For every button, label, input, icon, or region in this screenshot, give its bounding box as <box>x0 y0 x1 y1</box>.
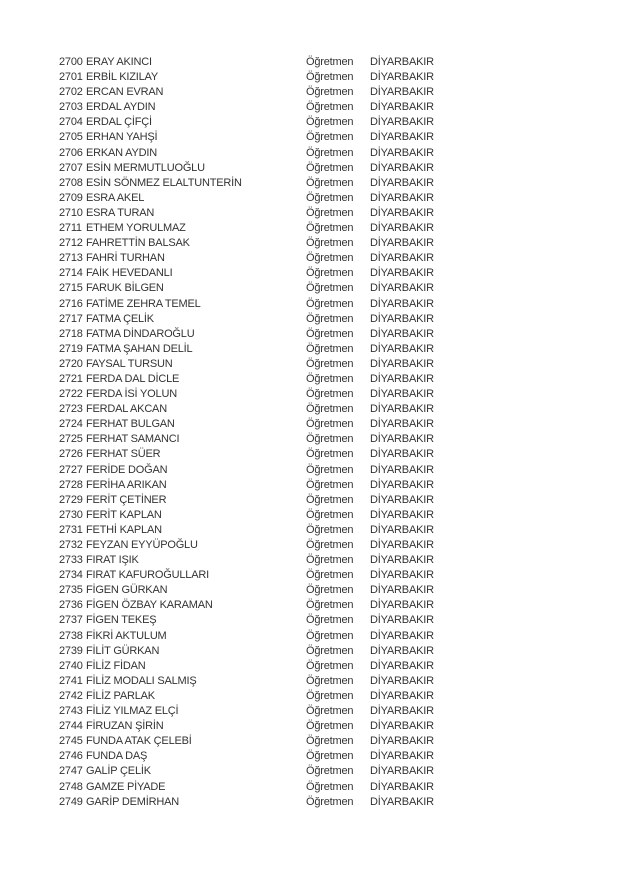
row-name: FAHRİ TURHAN <box>86 252 165 265</box>
row-city: DİYARBAKIR <box>370 554 434 567</box>
row-title: Öğretmen <box>306 267 354 280</box>
row-title: Öğretmen <box>306 252 354 265</box>
row-city: DİYARBAKIR <box>370 312 434 325</box>
row-name: ERDAL AYDIN <box>86 101 156 114</box>
row-name: FIRAT IŞIK <box>86 554 139 567</box>
table-row <box>59 402 434 417</box>
table-row <box>59 327 434 342</box>
row-city: DİYARBAKIR <box>370 765 434 778</box>
row-city: DİYARBAKIR <box>370 674 434 687</box>
row-city: DİYARBAKIR <box>370 478 434 491</box>
row-title: Öğretmen <box>306 569 354 582</box>
row-number: 2729 <box>59 493 83 506</box>
row-city: DİYARBAKIR <box>370 689 434 702</box>
row-name: FİGEN ÖZBAY KARAMAN <box>86 599 213 612</box>
row-city: DİYARBAKIR <box>370 463 434 476</box>
row-number: 2723 <box>59 403 83 416</box>
row-name: GAMZE PİYADE <box>86 780 166 793</box>
row-number: 2733 <box>59 554 83 567</box>
row-number: 2708 <box>59 176 83 189</box>
row-name: FAİK HEVEDANLI <box>86 267 173 280</box>
row-city: DİYARBAKIR <box>370 86 434 99</box>
row-title: Öğretmen <box>306 312 354 325</box>
row-title: Öğretmen <box>306 403 354 416</box>
row-title: Öğretmen <box>306 584 354 597</box>
row-number: 2704 <box>59 116 83 129</box>
row-number: 2715 <box>59 282 83 295</box>
row-city: DİYARBAKIR <box>370 191 434 204</box>
row-name: FİKRİ AKTULUM <box>86 629 167 642</box>
table-row <box>59 447 434 462</box>
row-name: FERİT KAPLAN <box>86 508 162 521</box>
row-name: FERHAT SÜER <box>86 448 161 461</box>
personnel-list <box>59 55 434 810</box>
row-name: ERBİL KIZILAY <box>86 71 158 84</box>
row-number: 2736 <box>59 599 83 612</box>
row-city: DİYARBAKIR <box>370 659 434 672</box>
row-title: Öğretmen <box>306 433 354 446</box>
row-number: 2716 <box>59 297 83 310</box>
row-title: Öğretmen <box>306 644 354 657</box>
row-city: DİYARBAKIR <box>370 237 434 250</box>
table-row <box>59 191 434 206</box>
table-row <box>59 795 434 810</box>
row-city: DİYARBAKIR <box>370 539 434 551</box>
row-number: 2714 <box>59 267 83 280</box>
row-city: DİYARBAKIR <box>370 508 434 521</box>
row-number: 2731 <box>59 523 83 536</box>
row-city: DİYARBAKIR <box>370 629 434 642</box>
row-city: DİYARBAKIR <box>370 388 434 401</box>
row-number: 2748 <box>59 780 83 793</box>
table-row <box>59 734 434 749</box>
row-title: Öğretmen <box>306 146 354 159</box>
row-number: 2712 <box>59 237 83 250</box>
row-number: 2700 <box>59 56 83 68</box>
row-title: Öğretmen <box>306 131 354 144</box>
row-title: Öğretmen <box>306 56 354 68</box>
table-row <box>59 659 434 674</box>
table-row <box>59 281 434 296</box>
row-city: DİYARBAKIR <box>370 372 434 385</box>
table-row <box>59 749 434 764</box>
row-number: 2721 <box>59 372 83 385</box>
row-name: FERİDE DOĞAN <box>86 463 168 476</box>
row-title: Öğretmen <box>306 191 354 204</box>
row-city: DİYARBAKIR <box>370 418 434 431</box>
table-row <box>59 70 434 85</box>
table-row <box>59 297 434 312</box>
row-title: Öğretmen <box>306 674 354 687</box>
table-row <box>59 55 434 70</box>
row-title: Öğretmen <box>306 161 354 174</box>
row-number: 2734 <box>59 569 83 582</box>
table-row <box>59 221 434 236</box>
table-row <box>59 674 434 689</box>
row-name: ERHAN YAHŞİ <box>86 131 158 144</box>
row-title: Öğretmen <box>306 523 354 536</box>
row-number: 2740 <box>59 659 83 672</box>
row-number: 2745 <box>59 735 83 748</box>
row-number: 2741 <box>59 674 83 687</box>
row-title: Öğretmen <box>306 101 354 114</box>
row-number: 2738 <box>59 629 83 642</box>
row-city: DİYARBAKIR <box>370 493 434 506</box>
table-row <box>59 176 434 191</box>
row-title: Öğretmen <box>306 448 354 461</box>
table-row <box>59 568 434 583</box>
row-city: DİYARBAKIR <box>370 327 434 340</box>
row-name: FATMA ŞAHAN DELİL <box>86 342 193 355</box>
row-title: Öğretmen <box>306 539 354 551</box>
row-number: 2728 <box>59 478 83 491</box>
row-city: DİYARBAKIR <box>370 297 434 310</box>
row-title: Öğretmen <box>306 629 354 642</box>
row-city: DİYARBAKIR <box>370 71 434 84</box>
row-title: Öğretmen <box>306 297 354 310</box>
table-row <box>59 357 434 372</box>
row-title: Öğretmen <box>306 599 354 612</box>
row-city: DİYARBAKIR <box>370 569 434 582</box>
row-title: Öğretmen <box>306 508 354 521</box>
table-row <box>59 342 434 357</box>
row-name: ETHEM YORULMAZ <box>86 222 186 235</box>
row-title: Öğretmen <box>306 206 354 219</box>
row-number: 2742 <box>59 689 83 702</box>
row-number: 2709 <box>59 191 83 204</box>
row-city: DİYARBAKIR <box>370 750 434 763</box>
row-city: DİYARBAKIR <box>370 523 434 536</box>
row-number: 2724 <box>59 418 83 431</box>
row-city: DİYARBAKIR <box>370 131 434 144</box>
row-name: FİLİZ PARLAK <box>86 689 155 702</box>
row-name: FUNDA ATAK ÇELEBİ <box>86 735 192 748</box>
row-name: FERDAL AKCAN <box>86 403 167 416</box>
table-row <box>59 689 434 704</box>
row-name: FERDA İSİ YOLUN <box>86 388 177 401</box>
row-number: 2744 <box>59 720 83 733</box>
row-number: 2706 <box>59 146 83 159</box>
row-number: 2701 <box>59 71 83 84</box>
table-row <box>59 629 434 644</box>
row-number: 2749 <box>59 795 83 808</box>
table-row <box>59 508 434 523</box>
table-row <box>59 463 434 478</box>
table-row <box>59 478 434 493</box>
row-city: DİYARBAKIR <box>370 222 434 235</box>
row-name: FERİT ÇETİNER <box>86 493 167 506</box>
row-city: DİYARBAKIR <box>370 267 434 280</box>
row-title: Öğretmen <box>306 780 354 793</box>
table-row <box>59 613 434 628</box>
row-number: 2735 <box>59 584 83 597</box>
table-row <box>59 764 434 779</box>
row-number: 2719 <box>59 342 83 355</box>
row-city: DİYARBAKIR <box>370 161 434 174</box>
row-name: FİLİZ YILMAZ ELÇİ <box>86 705 179 718</box>
row-title: Öğretmen <box>306 372 354 385</box>
row-title: Öğretmen <box>306 357 354 370</box>
row-name: FUNDA DAŞ <box>86 750 148 763</box>
table-row <box>59 161 434 176</box>
row-name: ERCAN EVRAN <box>86 86 164 99</box>
row-city: DİYARBAKIR <box>370 56 434 68</box>
row-title: Öğretmen <box>306 795 354 808</box>
row-name: FAHRETTİN BALSAK <box>86 237 190 250</box>
table-row <box>59 115 434 130</box>
row-number: 2737 <box>59 614 83 627</box>
row-number: 2726 <box>59 448 83 461</box>
row-city: DİYARBAKIR <box>370 795 434 808</box>
row-title: Öğretmen <box>306 689 354 702</box>
row-city: DİYARBAKIR <box>370 101 434 114</box>
row-name: FETHİ KAPLAN <box>86 523 162 536</box>
table-row <box>59 644 434 659</box>
row-name: ERDAL ÇİFÇİ <box>86 116 152 129</box>
row-number: 2727 <box>59 463 83 476</box>
row-city: DİYARBAKIR <box>370 599 434 612</box>
row-city: DİYARBAKIR <box>370 584 434 597</box>
row-city: DİYARBAKIR <box>370 614 434 627</box>
table-row <box>59 85 434 100</box>
row-city: DİYARBAKIR <box>370 176 434 189</box>
row-city: DİYARBAKIR <box>370 116 434 129</box>
row-name: FERHAT BULGAN <box>86 418 175 431</box>
row-city: DİYARBAKIR <box>370 705 434 718</box>
row-name: FİRUZAN ŞİRİN <box>86 720 164 733</box>
row-title: Öğretmen <box>306 750 354 763</box>
row-name: FİLİZ MODALI SALMIŞ <box>86 674 197 687</box>
table-row <box>59 146 434 161</box>
row-number: 2730 <box>59 508 83 521</box>
row-name: FERİHA ARIKAN <box>86 478 167 491</box>
table-row <box>59 100 434 115</box>
row-number: 2739 <box>59 644 83 657</box>
row-city: DİYARBAKIR <box>370 252 434 265</box>
row-city: DİYARBAKIR <box>370 780 434 793</box>
table-row <box>59 583 434 598</box>
table-row <box>59 387 434 402</box>
row-name: ESRA TURAN <box>86 206 155 219</box>
table-row <box>59 598 434 613</box>
row-city: DİYARBAKIR <box>370 146 434 159</box>
row-name: FERDA DAL DİCLE <box>86 372 180 385</box>
row-name: FEYZAN EYYÜPOĞLU <box>86 539 198 551</box>
table-row <box>59 312 434 327</box>
row-name: FARUK BİLGEN <box>86 282 164 295</box>
row-city: DİYARBAKIR <box>370 735 434 748</box>
row-name: ERAY AKINCI <box>86 56 152 68</box>
table-row <box>59 432 434 447</box>
row-title: Öğretmen <box>306 478 354 491</box>
table-row <box>59 206 434 221</box>
row-number: 2703 <box>59 101 83 114</box>
table-row <box>59 493 434 508</box>
row-title: Öğretmen <box>306 554 354 567</box>
row-title: Öğretmen <box>306 418 354 431</box>
row-name: ESİN SÖNMEZ ELALTUNTERİN <box>86 176 242 189</box>
row-city: DİYARBAKIR <box>370 282 434 295</box>
row-name: ERKAN AYDIN <box>86 146 157 159</box>
table-row <box>59 236 434 251</box>
row-name: FAYSAL TURSUN <box>86 357 173 370</box>
row-title: Öğretmen <box>306 388 354 401</box>
row-number: 2720 <box>59 357 83 370</box>
row-city: DİYARBAKIR <box>370 644 434 657</box>
row-number: 2711 <box>59 222 82 235</box>
row-title: Öğretmen <box>306 342 354 355</box>
table-row <box>59 704 434 719</box>
row-city: DİYARBAKIR <box>370 342 434 355</box>
row-title: Öğretmen <box>306 327 354 340</box>
row-number: 2746 <box>59 750 83 763</box>
row-title: Öğretmen <box>306 463 354 476</box>
row-title: Öğretmen <box>306 86 354 99</box>
row-name: GARİP DEMİRHAN <box>86 795 179 808</box>
table-row <box>59 251 434 266</box>
row-title: Öğretmen <box>306 493 354 506</box>
row-name: FIRAT KAFUROĞULLARI <box>86 569 209 582</box>
table-row <box>59 266 434 281</box>
row-name: FİLİZ FİDAN <box>86 659 146 672</box>
row-title: Öğretmen <box>306 222 354 235</box>
row-name: FİGEN GÜRKAN <box>86 584 168 597</box>
row-title: Öğretmen <box>306 614 354 627</box>
table-row <box>59 538 434 553</box>
row-name: FERHAT SAMANCI <box>86 433 180 446</box>
row-number: 2725 <box>59 433 83 446</box>
row-city: DİYARBAKIR <box>370 433 434 446</box>
row-title: Öğretmen <box>306 237 354 250</box>
row-number: 2743 <box>59 705 83 718</box>
row-title: Öğretmen <box>306 176 354 189</box>
row-title: Öğretmen <box>306 71 354 84</box>
row-number: 2705 <box>59 131 83 144</box>
row-city: DİYARBAKIR <box>370 403 434 416</box>
row-title: Öğretmen <box>306 705 354 718</box>
row-title: Öğretmen <box>306 720 354 733</box>
row-number: 2718 <box>59 327 83 340</box>
table-row <box>59 719 434 734</box>
row-number: 2732 <box>59 539 83 551</box>
table-row <box>59 523 434 538</box>
row-name: FATMA ÇELİK <box>86 312 154 325</box>
row-title: Öğretmen <box>306 765 354 778</box>
row-number: 2747 <box>59 765 83 778</box>
row-title: Öğretmen <box>306 735 354 748</box>
row-title: Öğretmen <box>306 282 354 295</box>
row-title: Öğretmen <box>306 116 354 129</box>
row-number: 2713 <box>59 252 83 265</box>
row-name: ESRA AKEL <box>86 191 145 204</box>
row-number: 2702 <box>59 86 83 99</box>
table-row <box>59 372 434 387</box>
row-city: DİYARBAKIR <box>370 357 434 370</box>
table-row <box>59 780 434 795</box>
row-name: FİGEN TEKEŞ <box>86 614 157 627</box>
row-name: FATİME ZEHRA TEMEL <box>86 297 201 310</box>
row-city: DİYARBAKIR <box>370 206 434 219</box>
row-title: Öğretmen <box>306 659 354 672</box>
table-row <box>59 553 434 568</box>
row-number: 2722 <box>59 388 83 401</box>
row-city: DİYARBAKIR <box>370 448 434 461</box>
row-name: ESİN MERMUTLUOĞLU <box>86 161 205 174</box>
row-city: DİYARBAKIR <box>370 720 434 733</box>
row-number: 2707 <box>59 161 83 174</box>
row-number: 2710 <box>59 206 83 219</box>
table-row <box>59 417 434 432</box>
table-row <box>59 130 434 145</box>
row-name: GALİP ÇELİK <box>86 765 151 778</box>
row-name: FİLİT GÜRKAN <box>86 644 160 657</box>
row-name: FATMA DİNDAROĞLU <box>86 327 195 340</box>
row-number: 2717 <box>59 312 83 325</box>
